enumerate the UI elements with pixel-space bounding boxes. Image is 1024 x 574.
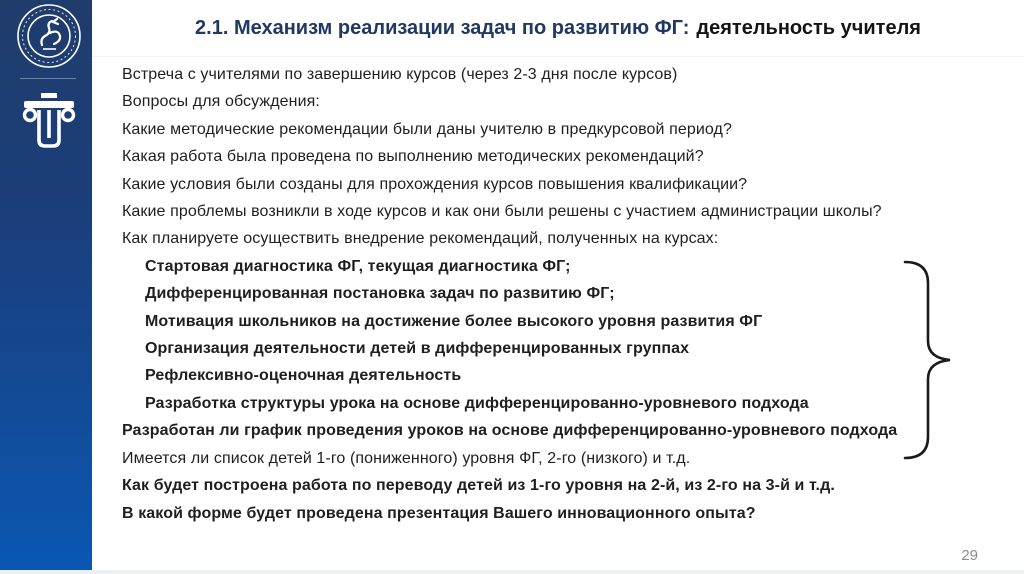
- body-line: Разработан ли график проведения уроков на основе дифференцированно-уровневого подхода: [122, 422, 898, 440]
- body-lines: [122, 61, 982, 527]
- bottom-edge-strip: [0, 570, 1024, 574]
- slide-title-accent: 2.1. Механизм реализации задач по развитию ФГ:: [195, 16, 690, 39]
- body-line: Рефлексивно-оценочная деятельность: [145, 367, 462, 385]
- university-seal-icon: [16, 3, 82, 69]
- body-line: Дифференцированная постановка задач по развитию ФГ;: [145, 285, 615, 303]
- slide-header: [92, 0, 1024, 57]
- body-line: В какой форме будет проведена презентация Вашего инновационного опыта?: [122, 504, 756, 522]
- column-220-icon: [22, 92, 76, 150]
- sidebar-brand-band: [0, 0, 92, 574]
- body-line: Как будет построена работа по переводу детей из 1-го уровня на 2-й, из 2-го на 3-й и т.д.: [122, 477, 835, 495]
- sidebar-divider: [20, 78, 76, 79]
- body-line: Какие методические рекомендации были даны учителю в предкурсовой период?: [122, 120, 732, 138]
- body-line: Какие проблемы возникли в ходе курсов и как они были решены с участием администрации школы?: [122, 203, 882, 221]
- body-line: Мотивация школьников на достижение более высокого уровня развития ФГ: [145, 312, 763, 330]
- body-line: Разработка структуры урока на основе дифференцированно-уровневого подхода: [145, 394, 809, 412]
- body-line: Встреча с учителями по завершению курсов (через 2-3 дня после курсов): [122, 66, 678, 83]
- body-line: Вопросы для обсуждения:: [122, 93, 320, 111]
- body-line: Как планируете осуществить внедрение рекомендаций, полученных на курсах:: [122, 230, 719, 248]
- body-line: Какая работа была проведена по выполнению методических рекомендаций?: [122, 148, 704, 166]
- body-line: Организация деятельности детей в дифференцированных группах: [145, 340, 690, 358]
- slide-title-rest: деятельность учителя: [696, 16, 921, 39]
- curly-brace: [898, 254, 970, 466]
- body-line: Какие условия были созданы для прохождения курсов повышения квалификации?: [122, 175, 748, 193]
- body-line: Стартовая диагностика ФГ, текущая диагностика ФГ;: [145, 257, 571, 275]
- page-number: 29: [961, 547, 978, 564]
- body-line: Имеется ли список детей 1-го (пониженного) уровня ФГ, 2-го (низкого) и т.д.: [122, 449, 691, 467]
